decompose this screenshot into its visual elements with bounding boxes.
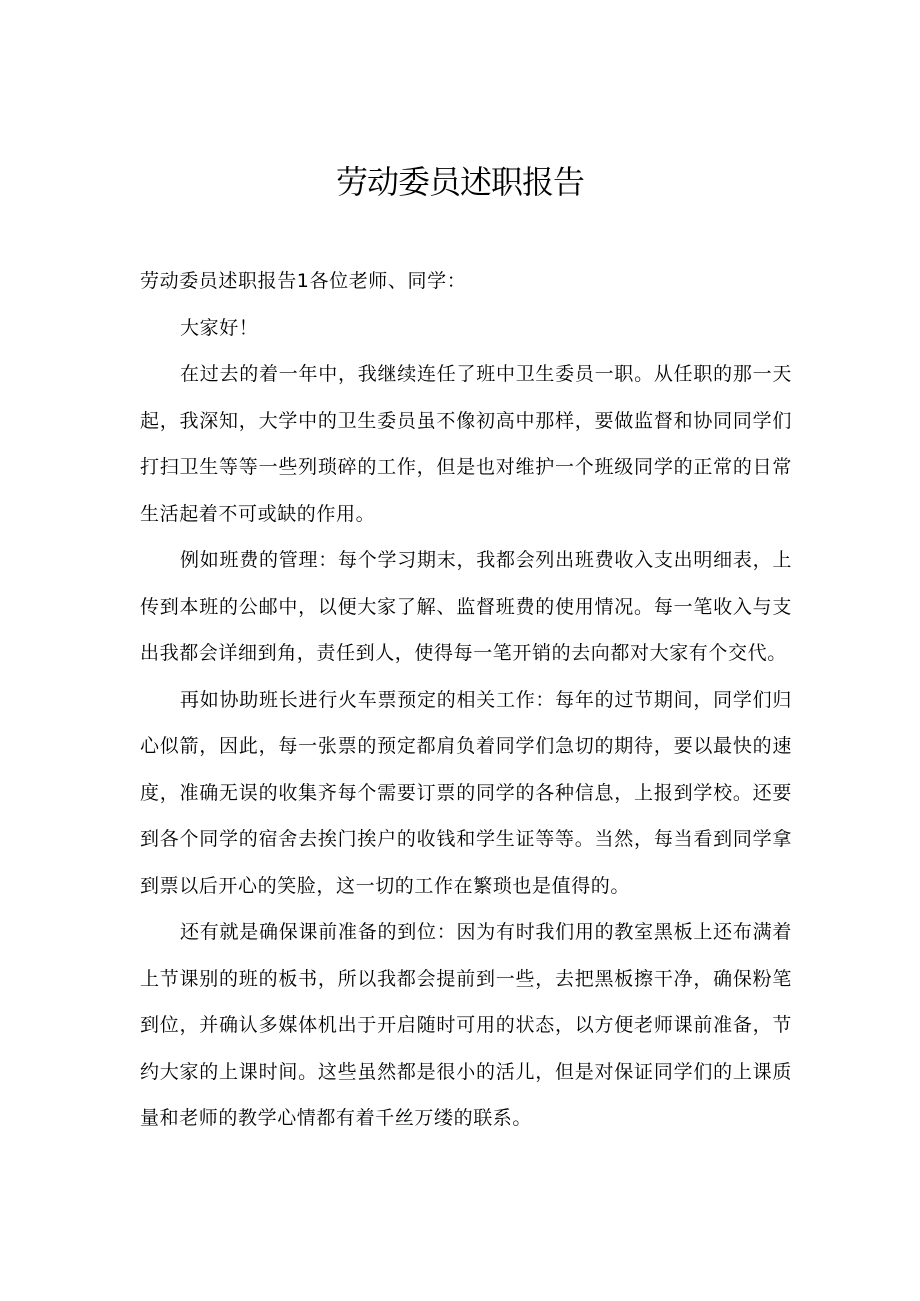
document-body bbox=[140, 258, 792, 1142]
paragraph-train-tickets: 再如协助班长进行火车票预定的相关工作：每年的过节期间，同学们归心似箭，因此，每一张票的预定都肩负着同学们急切的期待，要以最快的速度，准确无误的收集齐每个需要订票的同学的各种信息，上报到学校。还要到各个同学的宿舍去挨门挨户的收钱和学生证等等。当然，每当看到同学拿到票以后开心的笑脸，这一切的工作在繁琐也是值得的。 bbox=[140, 688, 792, 897]
paragraph-heading-line: 劳动委员述职报告1各位老师、同学： bbox=[140, 270, 467, 292]
paragraph-greeting: 大家好！ bbox=[180, 316, 259, 339]
paragraph-class-prep: 还有就是确保课前准备的到位：因为有时我们用的教室黑板上还布满着上节课别的班的板书，所以我都会提前到一些，去把黑板擦干净，确保粉笔到位，并确认多媒体机出于开启随时可用的状态，以方便老师课前准备，节约大家的上课时间。这些虽然都是很小的活儿，但是对保证同学们的上课质量和老师的教学心情都有着千丝万缕的联系。 bbox=[140, 921, 792, 1129]
paragraph-intro: 在过去的着一年中，我继续连任了班中卫生委员一职。从任职的那一天起，我深知，大学中的卫生委员虽不像初高中那样，要做监督和协同同学们打扫卫生等等一些列琐碎的工作，但是也对维护一个班级同学的正常的日常生活起着不可或缺的作用。 bbox=[140, 363, 792, 525]
document-title: 劳动委员述职报告 bbox=[335, 163, 584, 201]
paragraph-class-fee: 例如班费的管理：每个学习期末，我都会列出班费收入支出明细表，上传到本班的公邮中，以便大家了解、监督班费的使用情况。每一笔收入与支出我都会详细到角，责任到人，使得每一笔开销的去向都对大家有个交代。 bbox=[140, 549, 792, 664]
